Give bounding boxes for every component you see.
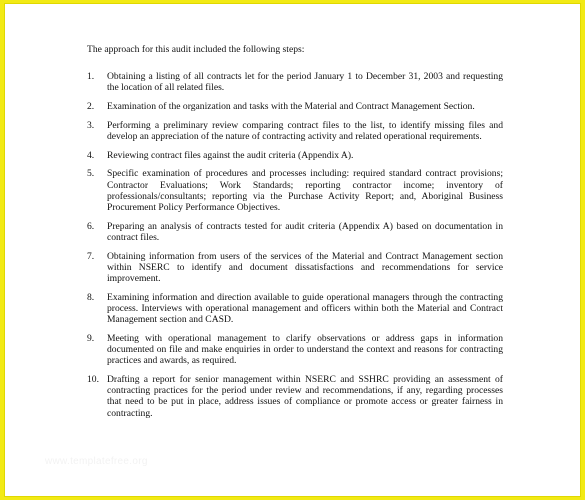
intro-paragraph: The approach for this audit included the following steps:: [87, 44, 305, 55]
step-text: Obtaining information from users of the services of the Material and Contract Management section within NSERC to identify and document dissatisfactions and recommendations for service improvement.: [107, 250, 503, 285]
step-text: Preparing an analysis of contracts tested for audit criteria (Appendix A) based on documentation in contract files.: [107, 220, 503, 243]
step-text: Drafting a report for senior management within NSERC and SSHRC providing an assessment of contracting practices for the period under review and recommendations, if any, regarding processes that need to be put in place, address issues of compliance or promote access or greater fairness in contracting.: [107, 373, 503, 419]
step-number: 8.: [87, 291, 95, 303]
step-number: 4.: [87, 149, 95, 161]
step-number: 6.: [87, 220, 95, 232]
list-item: [87, 168, 503, 213]
step-text: Obtaining a listing of all contracts let for the period January 1 to December 31, 2003 and requesting the location of all related files.: [107, 71, 503, 94]
list-item: [87, 101, 503, 112]
step-text: Specific examination of procedures and processes including: required standard contract provisions; Contractor Evaluations; Work Standards; reporting contractor income; inventory of professionals/consultants; reporting via the Purchase Activity Report; and, Aboriginal Business Procurement Policy Performance Objectives.: [107, 168, 503, 214]
steps-list: [87, 71, 503, 419]
step-text: Examining information and direction available to guide operational managers through the contracting process. Interviews with operational management and officers within both the Material and Contract Management section and CASD.: [107, 291, 503, 326]
list-item: [87, 150, 503, 161]
step-number: 7.: [87, 250, 95, 262]
step-number: 2.: [87, 101, 95, 113]
step-text: Reviewing contract files against the audit criteria (Appendix A).: [107, 149, 354, 161]
step-number: 1.: [87, 71, 95, 83]
list-item: [87, 251, 503, 285]
step-text: Meeting with operational management to clarify observations or address gaps in information documented on file and make enquiries in order to understand the context and reasons for contracting practices and awards, as required.: [107, 332, 503, 367]
step-number: 10.: [87, 373, 99, 385]
watermark: www.templatefree.org: [45, 456, 148, 467]
list-item: [87, 120, 503, 142]
step-text: Performing a preliminary review comparing contract files to the list, to identify missing files and develop an appreciation of the nature of contracting activity and related operational requirements.: [107, 119, 503, 143]
list-item: [87, 374, 503, 419]
document-body: [87, 44, 503, 426]
list-item: [87, 71, 503, 93]
step-number: 9.: [87, 332, 95, 344]
list-item: [87, 333, 503, 367]
list-item: [87, 221, 503, 243]
step-text: Examination of the organization and tasks with the Material and Contract Management Section.: [107, 101, 475, 113]
step-number: 3.: [87, 119, 95, 131]
list-item: [87, 292, 503, 326]
step-number: 5.: [87, 168, 95, 180]
document-page: [5, 4, 580, 496]
